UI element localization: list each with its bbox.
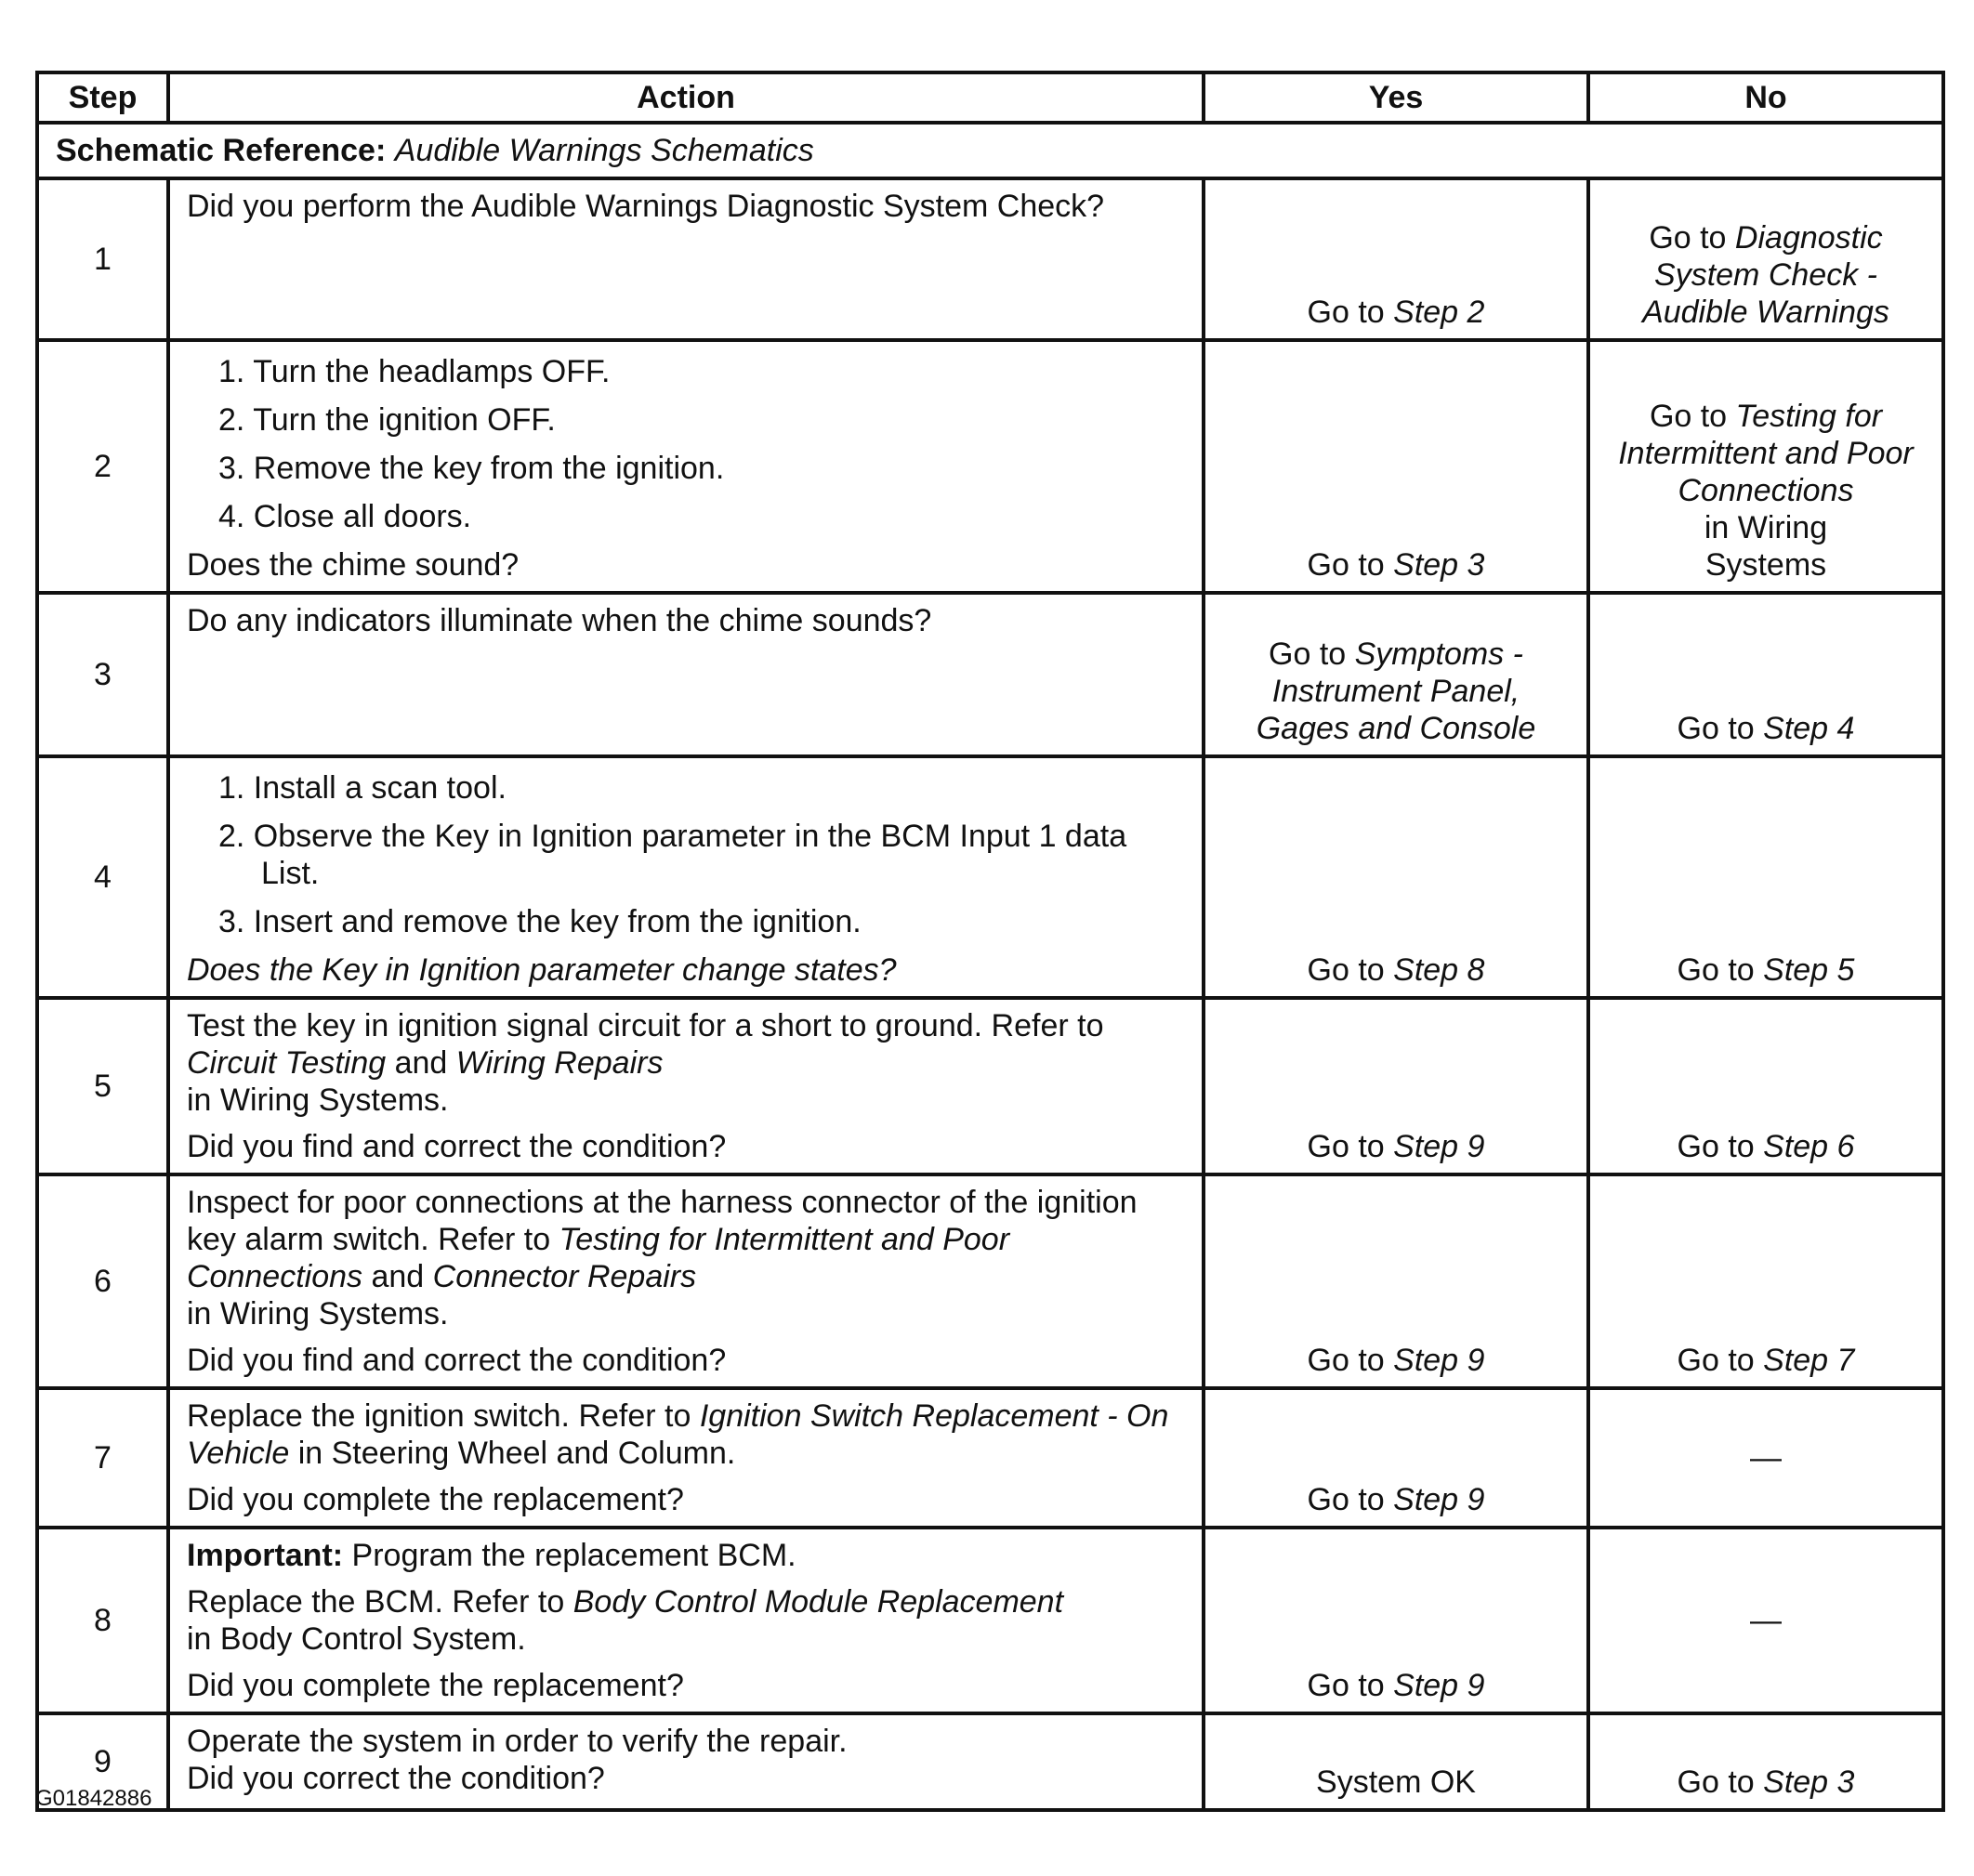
step-number: 3 (37, 593, 168, 756)
important-text: Program the replacement BCM. (343, 1538, 796, 1573)
yes-text: System OK (1316, 1764, 1476, 1800)
yes-ref: Step 9 (1393, 1129, 1485, 1164)
action-list-item: 3. Insert and remove the key from the ignition. (218, 904, 862, 939)
yes-cell (1204, 1174, 1588, 1388)
action-list-item: 4. Close all doors. (218, 499, 472, 534)
table-header-row (37, 72, 1943, 123)
no-ref: Step 3 (1763, 1764, 1855, 1800)
no-cell (1588, 998, 1943, 1174)
action-list-item: 2. Observe the Key in Ignition parameter in the BCM Input 1 data List. (218, 819, 1127, 891)
no-cell (1588, 593, 1943, 756)
no-cell (1588, 756, 1943, 998)
yes-prefix: Go to (1269, 636, 1355, 672)
no-dash: — (1750, 1603, 1782, 1638)
yes-cell (1204, 178, 1588, 340)
action-text: Inspect for poor connections at the harness connector of the ignition key alarm switch. Refer to (187, 1185, 1138, 1257)
action-text: in Body Control System. (187, 1621, 526, 1657)
table-row (37, 340, 1943, 593)
no-ref-line2: System Check - (1654, 257, 1877, 293)
table-row (37, 178, 1943, 340)
yes-cell (1204, 593, 1588, 756)
step-number: 4 (37, 756, 168, 998)
schematic-reference-row (37, 123, 1943, 178)
action-cell (168, 1174, 1204, 1388)
action-cell (168, 340, 1204, 593)
action-text: Replace the BCM. Refer to (187, 1584, 573, 1620)
action-text: in Wiring Systems. (187, 1296, 449, 1332)
table-row (37, 1174, 1943, 1388)
yes-cell (1204, 1528, 1588, 1713)
action-ref: Connector Repairs (432, 1259, 697, 1294)
step-number: 9 (37, 1713, 168, 1810)
action-text: Replace the ignition switch. Refer to (187, 1398, 700, 1434)
no-prefix: Go to (1677, 711, 1764, 746)
no-cell (1588, 340, 1943, 593)
yes-ref: Step 9 (1393, 1668, 1485, 1703)
no-ref-line1: Diagnostic (1734, 220, 1883, 256)
action-cell (168, 1713, 1204, 1810)
no-ref-line1: Testing for (1735, 399, 1883, 434)
no-ref: Step 4 (1763, 711, 1855, 746)
step-number: 2 (37, 340, 168, 593)
yes-cell (1204, 998, 1588, 1174)
no-ref: Step 7 (1763, 1343, 1855, 1378)
table-row (37, 1528, 1943, 1713)
action-question: Did you complete the replacement? (187, 1482, 684, 1517)
action-ref: Ignition Switch Replacement - On Vehicle (187, 1398, 1169, 1471)
no-ref-line2: Intermittent and Poor (1618, 436, 1914, 471)
no-prefix: Go to (1677, 952, 1764, 988)
no-cell (1588, 1713, 1943, 1810)
no-ref-line3: Connections (1678, 473, 1854, 508)
yes-prefix: Go to (1307, 295, 1394, 330)
table-row (37, 1388, 1943, 1528)
yes-prefix: Go to (1307, 547, 1394, 583)
action-question: Did you complete the replacement? (187, 1668, 684, 1703)
header-action: Action (168, 72, 1204, 123)
diagnostic-table (35, 71, 1945, 1812)
table-row (37, 998, 1943, 1174)
no-prefix: Go to (1677, 1129, 1764, 1164)
action-question: Did you find and correct the condition? (187, 1343, 727, 1378)
no-dash: — (1750, 1440, 1782, 1476)
action-cell (168, 1528, 1204, 1713)
important-note (187, 1537, 1185, 1574)
action-ref: Testing for Intermittent and Poor Connections (187, 1222, 1010, 1294)
yes-cell (1204, 340, 1588, 593)
yes-cell (1204, 1713, 1588, 1810)
action-question: Does the Key in Ignition parameter change states? (187, 952, 897, 988)
yes-prefix: Go to (1307, 1482, 1394, 1517)
no-ref-line3: Audible Warnings (1642, 295, 1889, 330)
yes-prefix: Go to (1307, 1668, 1394, 1703)
important-label: Important: (187, 1538, 344, 1573)
yes-ref: Step 9 (1393, 1482, 1485, 1517)
action-question: Does the chime sound? (187, 547, 520, 583)
yes-prefix: Go to (1307, 952, 1394, 988)
action-cell (168, 593, 1204, 756)
action-cell (168, 1388, 1204, 1528)
yes-cell (1204, 756, 1588, 998)
action-question: Do any indicators illuminate when the chime sounds? (187, 603, 932, 638)
no-cell (1588, 1528, 1943, 1713)
action-text: in Wiring Systems. (187, 1082, 449, 1118)
yes-ref-line3: Gages and Console (1256, 711, 1536, 746)
action-question: Did you find and correct the condition? (187, 1129, 727, 1164)
action-text: Test the key in ignition signal circuit for a short to ground. Refer to (187, 1008, 1104, 1043)
no-suffix-line1: in Wiring (1704, 510, 1828, 545)
header-no: No (1588, 72, 1943, 123)
no-prefix: Go to (1649, 220, 1735, 256)
action-ref: Wiring Repairs (455, 1045, 664, 1081)
header-step: Step (37, 72, 168, 123)
document-id: G01842886 (35, 1786, 152, 1811)
action-list-item: 3. Remove the key from the ignition. (218, 451, 725, 486)
table-row (37, 593, 1943, 756)
action-question: Did you perform the Audible Warnings Diagnostic System Check? (187, 189, 1105, 224)
action-ref: Body Control Module Replacement (572, 1584, 1064, 1620)
step-number: 1 (37, 178, 168, 340)
action-question: Did you correct the condition? (187, 1761, 605, 1796)
step-number: 6 (37, 1174, 168, 1388)
header-yes: Yes (1204, 72, 1588, 123)
yes-ref: Step 9 (1393, 1343, 1485, 1378)
yes-ref: Step 2 (1393, 295, 1485, 330)
no-cell (1588, 1174, 1943, 1388)
schematic-reference-label: Schematic Reference: (56, 133, 387, 168)
step-number: 7 (37, 1388, 168, 1528)
yes-ref-line2: Instrument Panel, (1271, 674, 1520, 709)
no-ref: Step 5 (1763, 952, 1855, 988)
action-ref: Circuit Testing (187, 1045, 387, 1081)
table-row (37, 1713, 1943, 1810)
action-list-item: 1. Turn the headlamps OFF. (218, 354, 611, 389)
yes-prefix: Go to (1307, 1343, 1394, 1378)
yes-ref: Step 8 (1393, 952, 1485, 988)
step-number: 5 (37, 998, 168, 1174)
action-text: Operate the system in order to verify the repair. (187, 1724, 848, 1759)
no-cell (1588, 1388, 1943, 1528)
action-cell (168, 998, 1204, 1174)
action-list-item: 1. Install a scan tool. (218, 770, 507, 806)
no-prefix: Go to (1677, 1764, 1764, 1800)
yes-ref: Step 3 (1393, 547, 1485, 583)
yes-ref-line1: Symptoms - (1354, 636, 1523, 672)
step-number: 8 (37, 1528, 168, 1713)
action-text: and (362, 1259, 433, 1294)
no-ref: Step 6 (1763, 1129, 1855, 1164)
table-row (37, 756, 1943, 998)
no-prefix: Go to (1649, 399, 1736, 434)
yes-prefix: Go to (1307, 1129, 1394, 1164)
action-cell (168, 756, 1204, 998)
action-list-item: 2. Turn the ignition OFF. (218, 402, 556, 438)
schematic-reference (37, 123, 1943, 178)
schematic-reference-link: Audible Warnings Schematics (394, 133, 814, 168)
no-suffix-line2: Systems (1704, 547, 1827, 583)
action-cell (168, 178, 1204, 340)
action-text: and (386, 1045, 456, 1081)
action-text: in Steering Wheel and Column. (289, 1436, 736, 1471)
yes-cell (1204, 1388, 1588, 1528)
no-prefix: Go to (1677, 1343, 1764, 1378)
no-cell (1588, 178, 1943, 340)
